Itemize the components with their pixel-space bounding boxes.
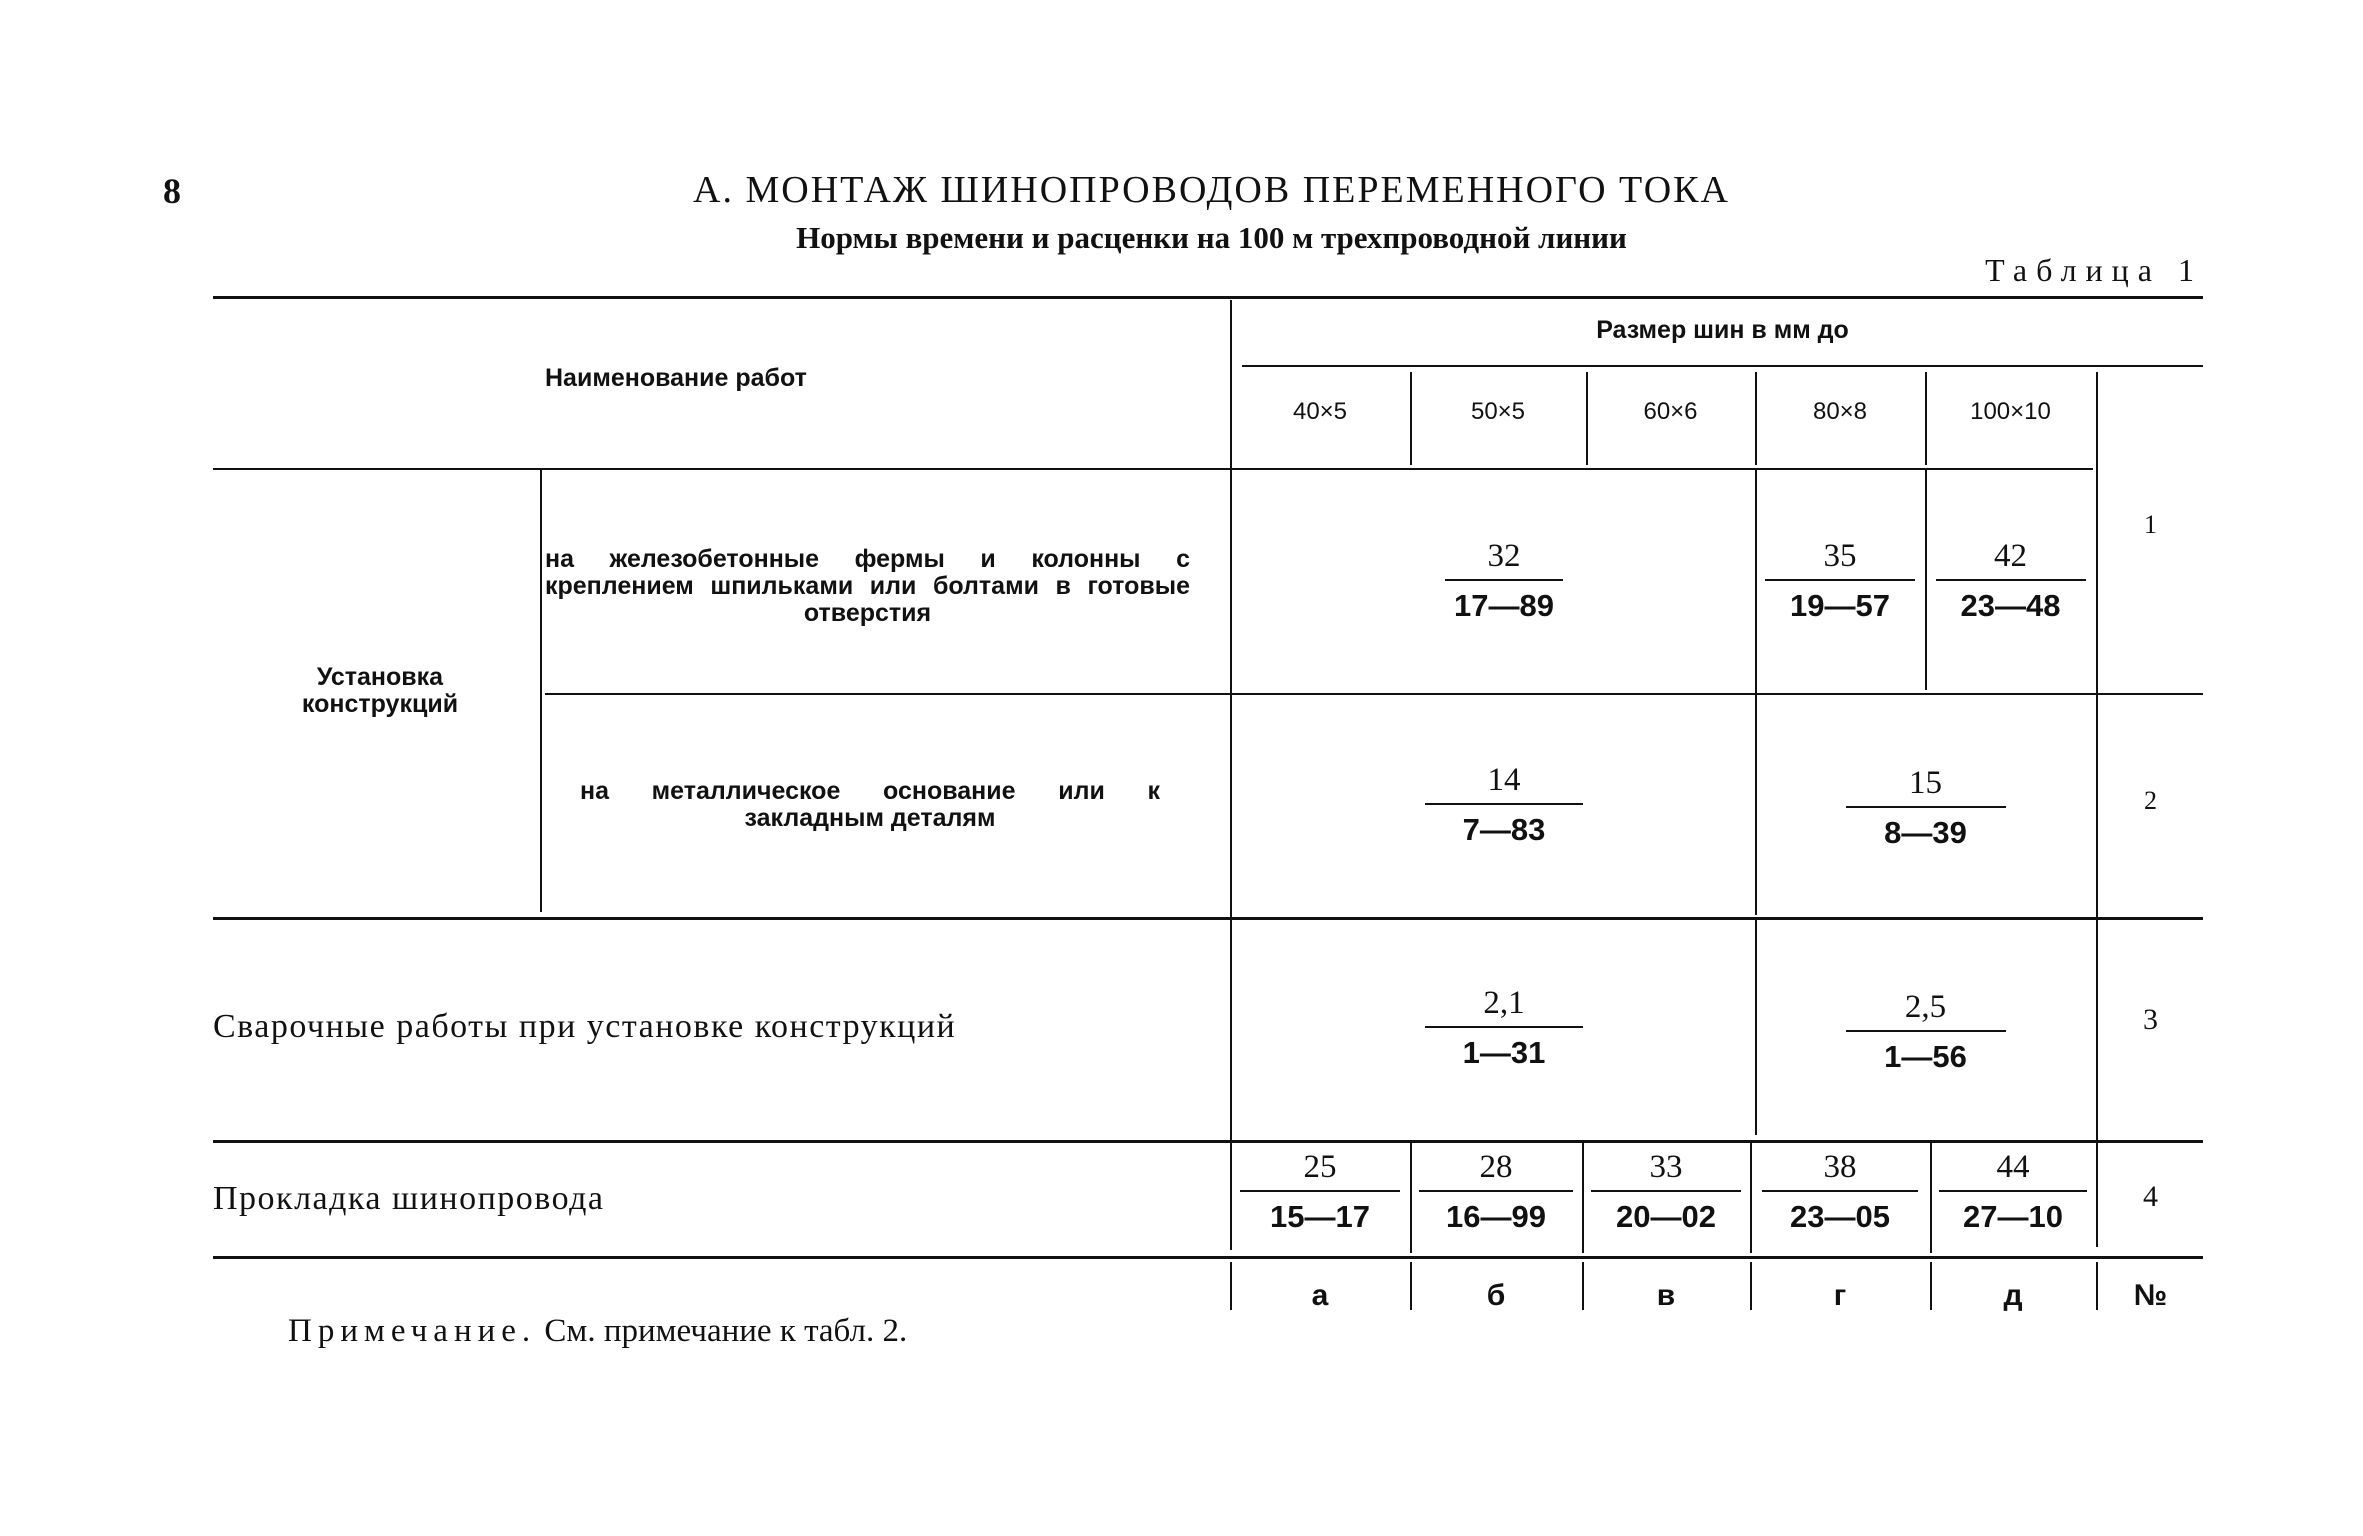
note-label: Примечание.	[288, 1313, 537, 1349]
size-header: Размер шин в мм до	[1596, 316, 1849, 344]
row-2-number: 2	[2144, 786, 2157, 815]
row-4-value-c: 33 20—02	[1584, 1144, 1748, 1238]
column-letter-d: г	[1833, 1279, 1847, 1312]
column-letter-c: в	[1656, 1279, 1676, 1312]
row-1-value-d: 35 19—57	[1757, 533, 1923, 627]
column-letter-a: а	[1311, 1279, 1329, 1312]
group-label: Установка конструкций	[301, 663, 459, 718]
size-col-1: 40×5	[1292, 398, 1348, 425]
table-label: Таблица 1	[1985, 252, 2203, 288]
row-1-text: на железобетонные фермы и колонны с креплением шпильками или болтами в готовые отверстия	[545, 545, 1190, 627]
size-col-2: 50×5	[1470, 398, 1526, 425]
size-col-5: 100×10	[1970, 398, 2051, 425]
row-2-value-d-e: 15 8—39	[1757, 760, 2094, 854]
row-3-value-a-c: 2,1 1—31	[1412, 980, 1596, 1074]
row-4-number: 4	[2143, 1180, 2158, 1213]
size-col-3: 60×6	[1643, 398, 1698, 425]
table-note	[288, 1313, 907, 1350]
row-1-number: 1	[2144, 510, 2157, 539]
row-4-value-d: 38 23—05	[1752, 1144, 1928, 1238]
column-letter-number: №	[2133, 1279, 2168, 1312]
row-3-text: Сварочные работы при установке конструкций	[213, 1008, 957, 1045]
section-title: А. МОНТАЖ ШИНОПРОВОДОВ ПЕРЕМЕННОГО ТОКА	[693, 169, 1730, 211]
column-letter-e: д	[2003, 1279, 2023, 1312]
row-4-value-e: 44 27—10	[1932, 1144, 2094, 1238]
row-4-text: Прокладка шинопровода	[213, 1180, 605, 1217]
page-number: 8	[163, 171, 181, 211]
row-2-text: на металлическое основание или к закладным деталям	[580, 777, 1160, 832]
row-4-value-b: 28 16—99	[1412, 1144, 1580, 1238]
column-letter-b: б	[1486, 1279, 1506, 1312]
row-4-value-a: 25 15—17	[1232, 1144, 1408, 1238]
subtitle: Нормы времени и расценки на 100 м трехпроводной линии	[796, 220, 1627, 255]
row-3-value-d-e: 2,5 1—56	[1757, 984, 2094, 1078]
row-1-value-e: 42 23—48	[1927, 533, 2094, 627]
note-text: См. примечание к табл. 2.	[544, 1313, 908, 1349]
row-3-number: 3	[2143, 1003, 2158, 1036]
row-1-value-a-c: 32 17—89	[1412, 533, 1596, 627]
row-2-value-a-c: 14 7—83	[1412, 757, 1596, 851]
size-col-4: 80×8	[1812, 398, 1868, 425]
work-name-header: Наименование работ	[545, 364, 807, 392]
